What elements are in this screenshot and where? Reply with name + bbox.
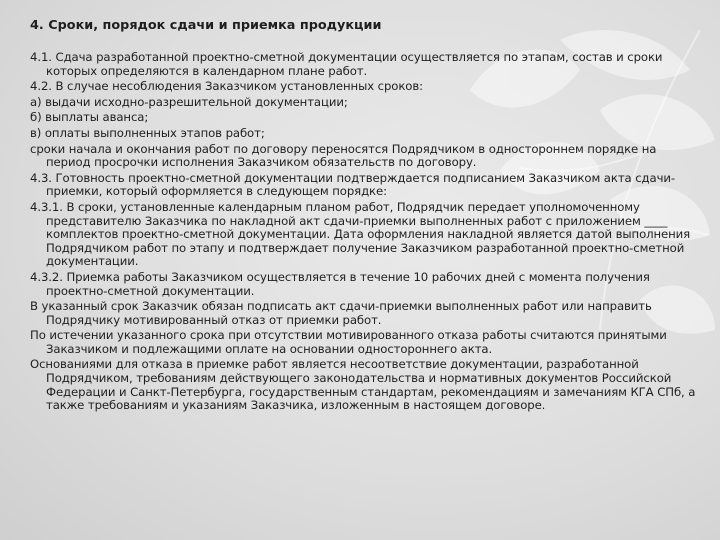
paragraph: 4.3.1. В сроки, установленные календарным планом работ, Подрядчик передает уполномоченному представителю Заказчика по накладной акт сдачи-приемки выполненных работ с приложением ____ комплектов проектно-сметной документации. Дата оформления накладной является датой выполнения Подрядчиком работ по этапу и подтверждает получение Заказчиком разработанной проектно-сметной документации. [30,199,691,269]
paragraph: б) выплаты аванса; [30,110,149,125]
paragraph: 4.2. В случае несоблюдения Заказчиком установленных сроков: [30,79,423,94]
paragraph: а) выдачи исходно-разрешительной документации; [30,94,348,109]
paragraph: В указанный срок Заказчик обязан подписать акт сдачи-приемки выполненных работ или направить Подрядчику мотивированный отказ от приемки работ. [30,299,652,327]
paragraph: 4.3.2. Приемка работы Заказчиком осуществляется в течение 10 рабочих дней с момента получения проектно-сметной документации. [30,269,650,298]
paragraph: сроки начала и окончания работ по договору переносятся Подрядчиком в одностороннем порядке на период просрочки исполнения Заказчиком обязательств по договору. [30,141,657,170]
paragraph: Основаниями для отказа в приемке работ является несоответствие документации, разработанной Подрядчиком, требованиям действующего законодательства и нормативных документов Российской Федерации и Санкт-Петербурга, государственным стандартам, рекомендациям и замечаниям КГА СПб, а также требованиям и указаниям Заказчика, изложенным в настоящем договоре. [30,357,696,413]
paragraph: По истечении указанного срока при отсутствии мотивированного отказа работы считаются принятыми Заказчиком и подлежащими оплате на основании одностороннего акта. [30,328,667,356]
paragraph: 4.1. Сдача разработанной проектно-сметной документации осуществляется по этапам, состав и сроки которых определяются в календарном плане работ. [30,50,663,78]
paragraph-list [30,51,702,413]
paragraph: 4.3. Готовность проектно-сметной документации подтверждается подписанием Заказчиком акта сдачи-приемки, который оформляется в следующем порядке: [30,170,675,199]
paragraph: в) оплаты выполненных этапов работ; [30,125,265,140]
content-area [30,18,702,415]
section-title: 4. Сроки, порядок сдачи и приемка продукции [30,18,382,33]
